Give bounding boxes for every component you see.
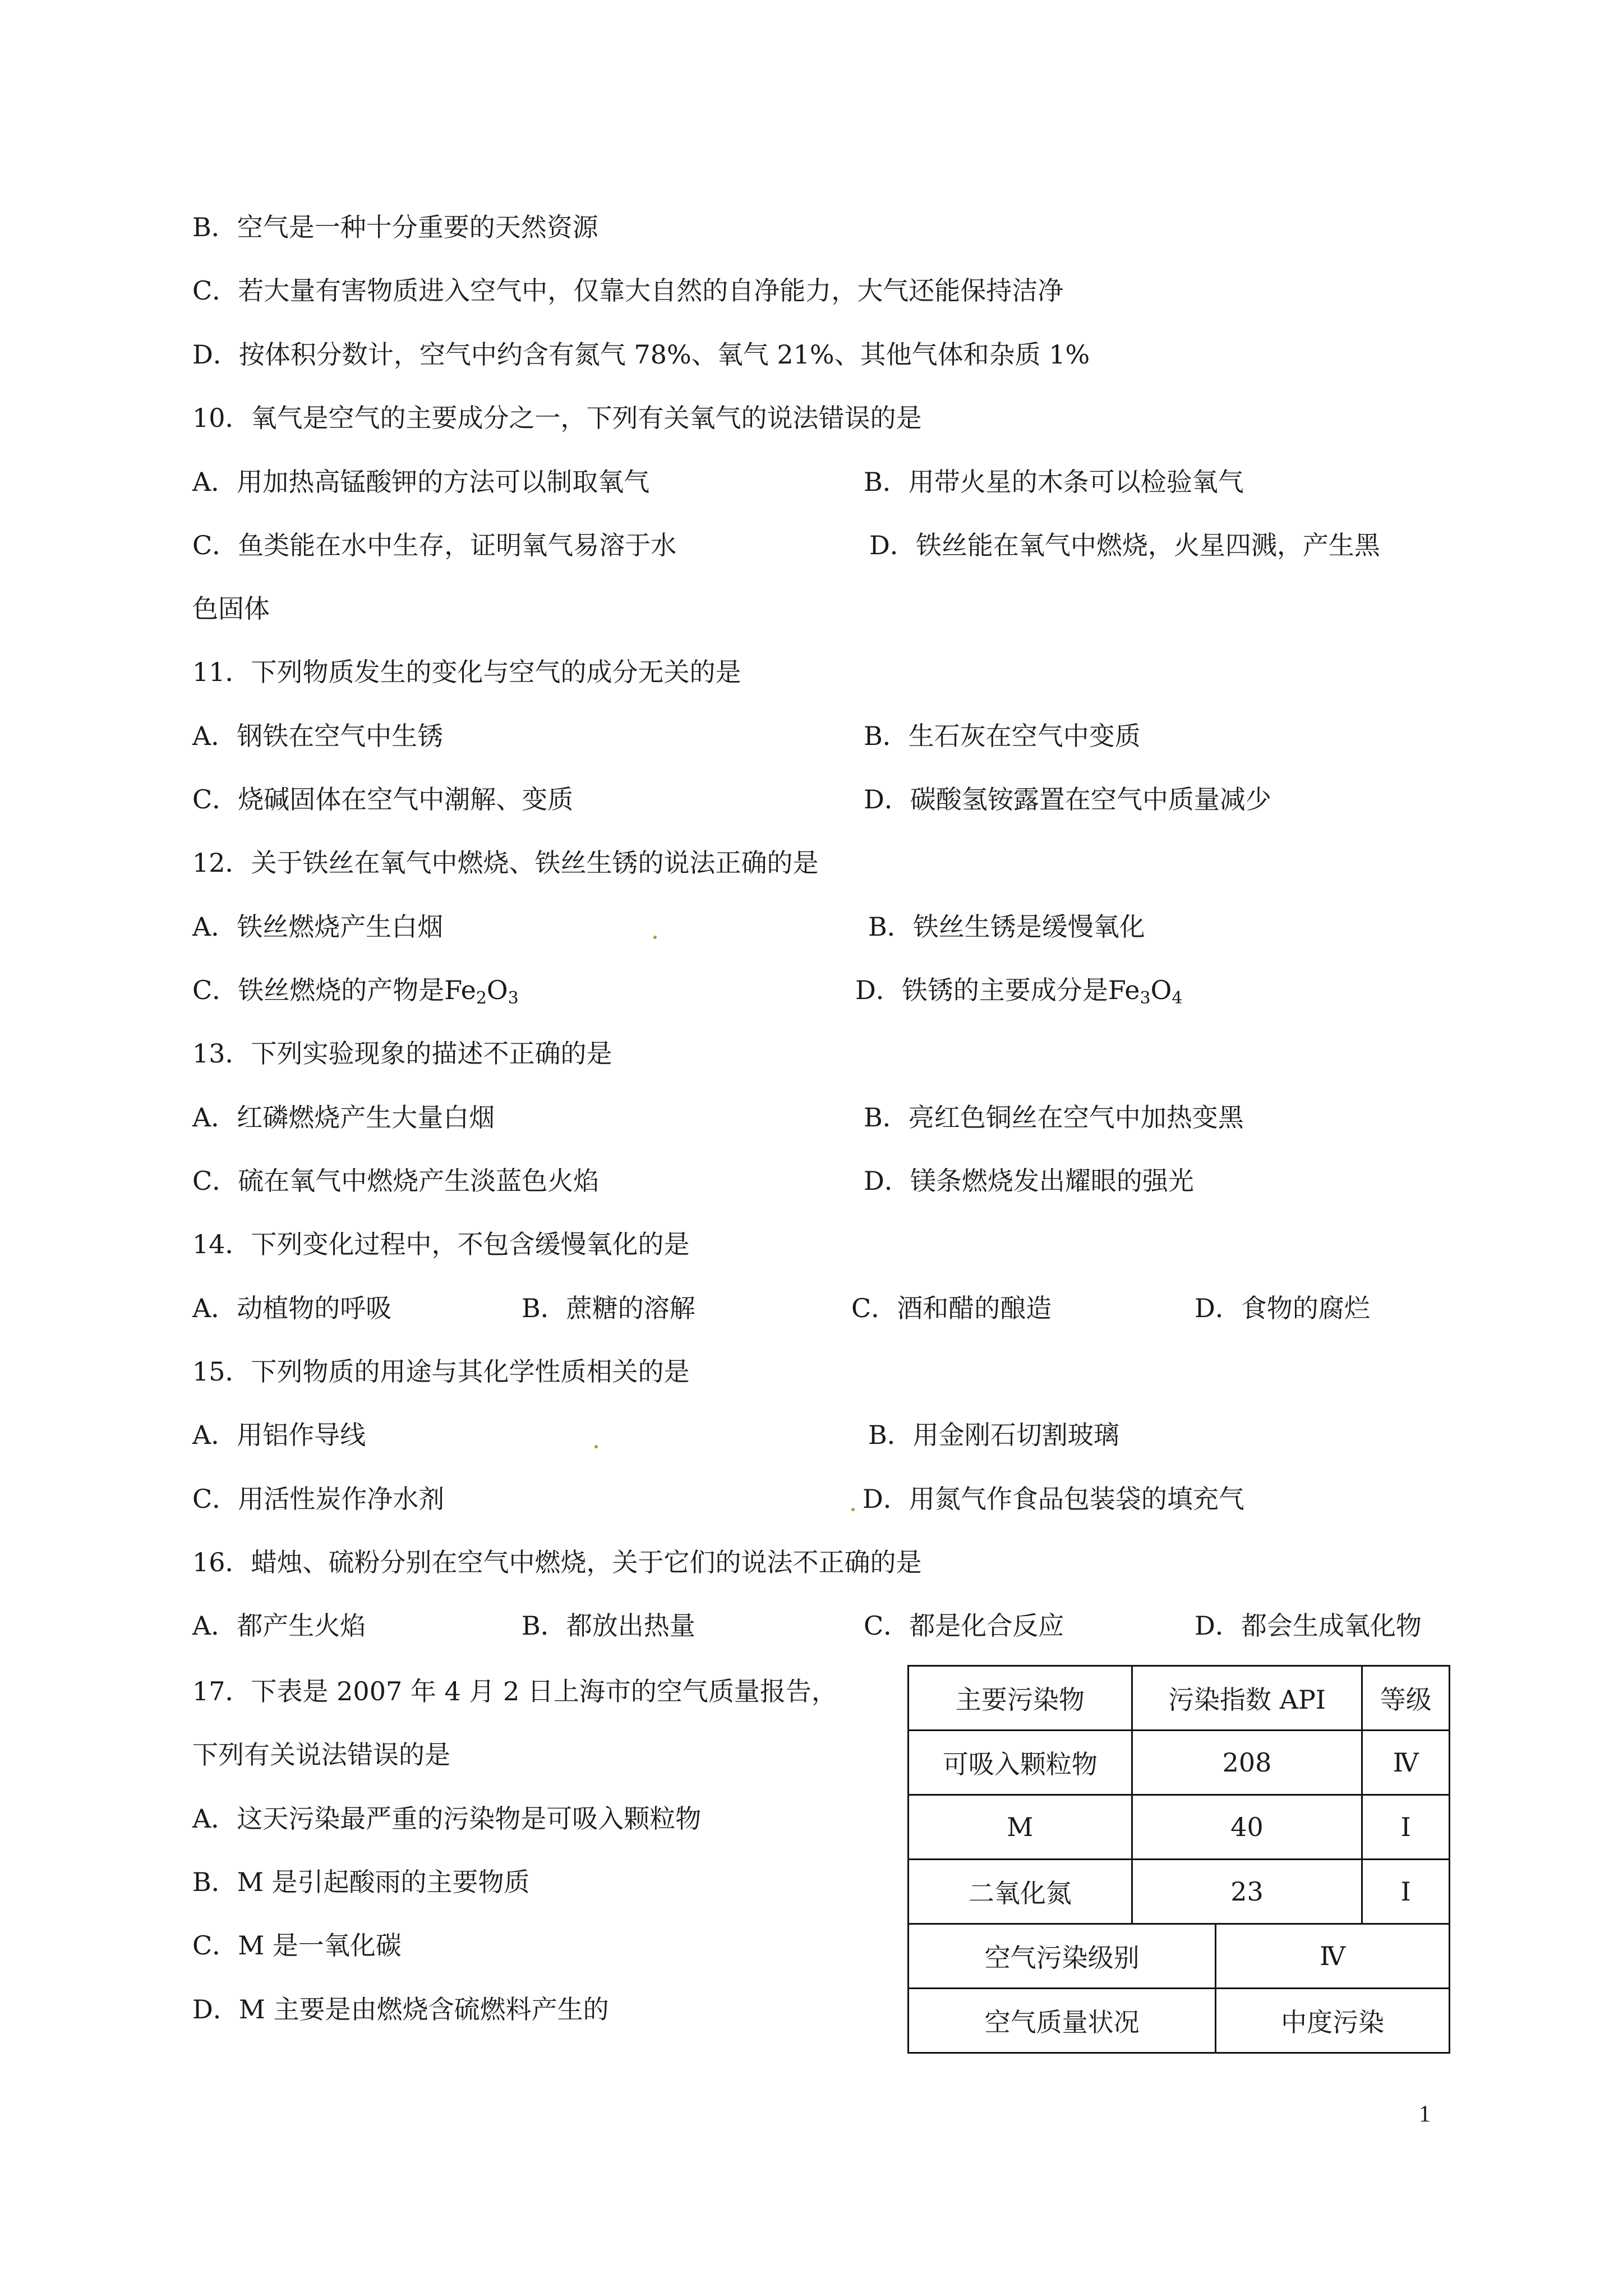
table-header-cell: 主要污染物 xyxy=(909,1666,1132,1731)
table-cell: Ⅳ xyxy=(1216,1924,1450,1989)
q12-option-a: A．铁丝燃烧产生白烟 xyxy=(192,912,444,942)
table-summary-row xyxy=(909,1989,1450,2053)
q14-option-a: A．动植物的呼吸 xyxy=(192,1293,392,1323)
table-header-row xyxy=(909,1666,1450,1731)
q15-option-d: D．用氮气作食品包装袋的填充气 xyxy=(863,1484,1244,1514)
q10-option-a: A．用加热高锰酸钾的方法可以制取氧气 xyxy=(192,467,650,497)
table-cell: 可吸入颗粒物 xyxy=(909,1731,1132,1795)
formula-part: O xyxy=(486,975,508,1005)
q13-option-a: A．红磷燃烧产生大量白烟 xyxy=(192,1102,495,1133)
q14-option-d: D．食物的腐烂 xyxy=(1195,1293,1370,1323)
table-cell: 40 xyxy=(1132,1795,1362,1860)
subscript: 3 xyxy=(1140,988,1151,1008)
q10-option-c: C．鱼类能在水中生存，证明氧气易溶于水 xyxy=(192,530,677,560)
table-cell: 二氧化氮 xyxy=(909,1860,1132,1924)
q12-option-d xyxy=(855,973,1182,1007)
option-9b: B．空气是一种十分重要的天然资源 xyxy=(192,212,598,242)
q16-option-d: D．都会生成氧化物 xyxy=(1195,1611,1422,1641)
speck xyxy=(851,1508,855,1511)
q11-option-d: D．碳酸氢铵露置在空气中质量减少 xyxy=(864,784,1271,815)
formula-part: O xyxy=(1150,975,1172,1005)
q11-option-c: C．烧碱固体在空气中潮解、变质 xyxy=(192,784,574,815)
q12-option-b: B．铁丝生锈是缓慢氧化 xyxy=(868,912,1145,942)
table-cell: 23 xyxy=(1132,1860,1362,1924)
table-row xyxy=(909,1860,1450,1924)
q11-option-a: A．钢铁在空气中生锈 xyxy=(192,721,444,751)
q15-option-a: A．用铝作导线 xyxy=(192,1420,366,1450)
q10-option-d: D．铁丝能在氧气中燃烧，火星四溅，产生黑 xyxy=(869,530,1380,560)
q17-option-c: C．M 是一氧化碳 xyxy=(192,1930,402,1961)
q10-option-b: B．用带火星的木条可以检验氧气 xyxy=(864,467,1244,497)
subscript: 4 xyxy=(1172,988,1183,1008)
q16-option-b: B．都放出热量 xyxy=(522,1611,695,1641)
table-row xyxy=(909,1731,1450,1795)
q11-option-b: B．生石灰在空气中变质 xyxy=(864,721,1141,751)
option-9d: D．按体积分数计，空气中约含有氮气 78%、氧气 21%、其他气体和杂质 1% xyxy=(192,339,1090,370)
q15-option-b: B．用金刚石切割玻璃 xyxy=(868,1420,1119,1450)
q14-option-c: C．酒和醋的酿造 xyxy=(851,1293,1052,1323)
q13-option-b: B．亮红色铜丝在空气中加热变黑 xyxy=(864,1102,1244,1133)
table-cell: 中度污染 xyxy=(1216,1989,1450,2053)
subscript: 3 xyxy=(508,988,519,1008)
question-12-stem: 12．关于铁丝在氧气中燃烧、铁丝生锈的说法正确的是 xyxy=(192,848,819,878)
question-17-stem-line1: 17．下表是 2007 年 4 月 2 日上海市的空气质量报告， xyxy=(192,1676,837,1706)
question-10-stem: 10．氧气是空气的主要成分之一，下列有关氧气的说法错误的是 xyxy=(192,403,922,433)
question-14-stem: 14．下列变化过程中，不包含缓慢氧化的是 xyxy=(192,1229,690,1259)
question-17-stem-line2: 下列有关说法错误的是 xyxy=(192,1740,450,1770)
q12-option-c-text: C．铁丝燃烧的产物是Fe xyxy=(192,975,476,1005)
table-row xyxy=(909,1795,1450,1860)
q13-option-c: C．硫在氧气中燃烧产生淡蓝色火焰 xyxy=(192,1166,600,1196)
q15-option-c: C．用活性炭作净水剂 xyxy=(192,1484,445,1514)
table-cell: Ⅳ xyxy=(1362,1731,1450,1795)
speck xyxy=(594,1445,598,1448)
table-cell: 208 xyxy=(1132,1731,1362,1795)
q12-option-c xyxy=(192,973,519,1007)
table-header-cell: 污染指数 API xyxy=(1132,1666,1362,1731)
table-cell: 空气质量状况 xyxy=(909,1989,1216,2053)
question-16-stem: 16．蜡烛、硫粉分别在空气中燃烧，关于它们的说法不正确的是 xyxy=(192,1547,922,1577)
q17-option-b: B．M 是引起酸雨的主要物质 xyxy=(192,1867,530,1897)
speck xyxy=(653,936,657,939)
option-9c: C．若大量有害物质进入空气中，仅靠大自然的自净能力，大气还能保持洁净 xyxy=(192,275,1064,306)
table-cell: M xyxy=(909,1795,1132,1860)
subscript: 2 xyxy=(476,988,487,1008)
q10-option-d-continued: 色固体 xyxy=(192,593,270,624)
air-quality-table xyxy=(907,1665,1450,2054)
question-13-stem: 13．下列实验现象的描述不正确的是 xyxy=(192,1038,612,1069)
q12-option-d-text: D．铁锈的主要成分是Fe xyxy=(855,975,1140,1005)
question-11-stem: 11．下列物质发生的变化与空气的成分无关的是 xyxy=(192,657,741,687)
q17-option-d: D．M 主要是由燃烧含硫燃料产生的 xyxy=(192,1994,609,2024)
table-cell: Ⅰ xyxy=(1362,1795,1450,1860)
q14-option-b: B．蔗糖的溶解 xyxy=(522,1293,695,1323)
table-header-cell: 等级 xyxy=(1362,1666,1450,1731)
question-15-stem: 15．下列物质的用途与其化学性质相关的是 xyxy=(192,1356,690,1387)
table-cell: 空气污染级别 xyxy=(909,1924,1216,1989)
q16-option-c: C．都是化合反应 xyxy=(864,1611,1064,1641)
q13-option-d: D．镁条燃烧发出耀眼的强光 xyxy=(864,1166,1194,1196)
table-summary-row xyxy=(909,1924,1450,1989)
table-cell: Ⅰ xyxy=(1362,1860,1450,1924)
q16-option-a: A．都产生火焰 xyxy=(192,1611,366,1641)
page-number: 1 xyxy=(1419,2101,1431,2127)
q17-option-a: A．这天污染最严重的污染物是可吸入颗粒物 xyxy=(192,1803,702,1834)
